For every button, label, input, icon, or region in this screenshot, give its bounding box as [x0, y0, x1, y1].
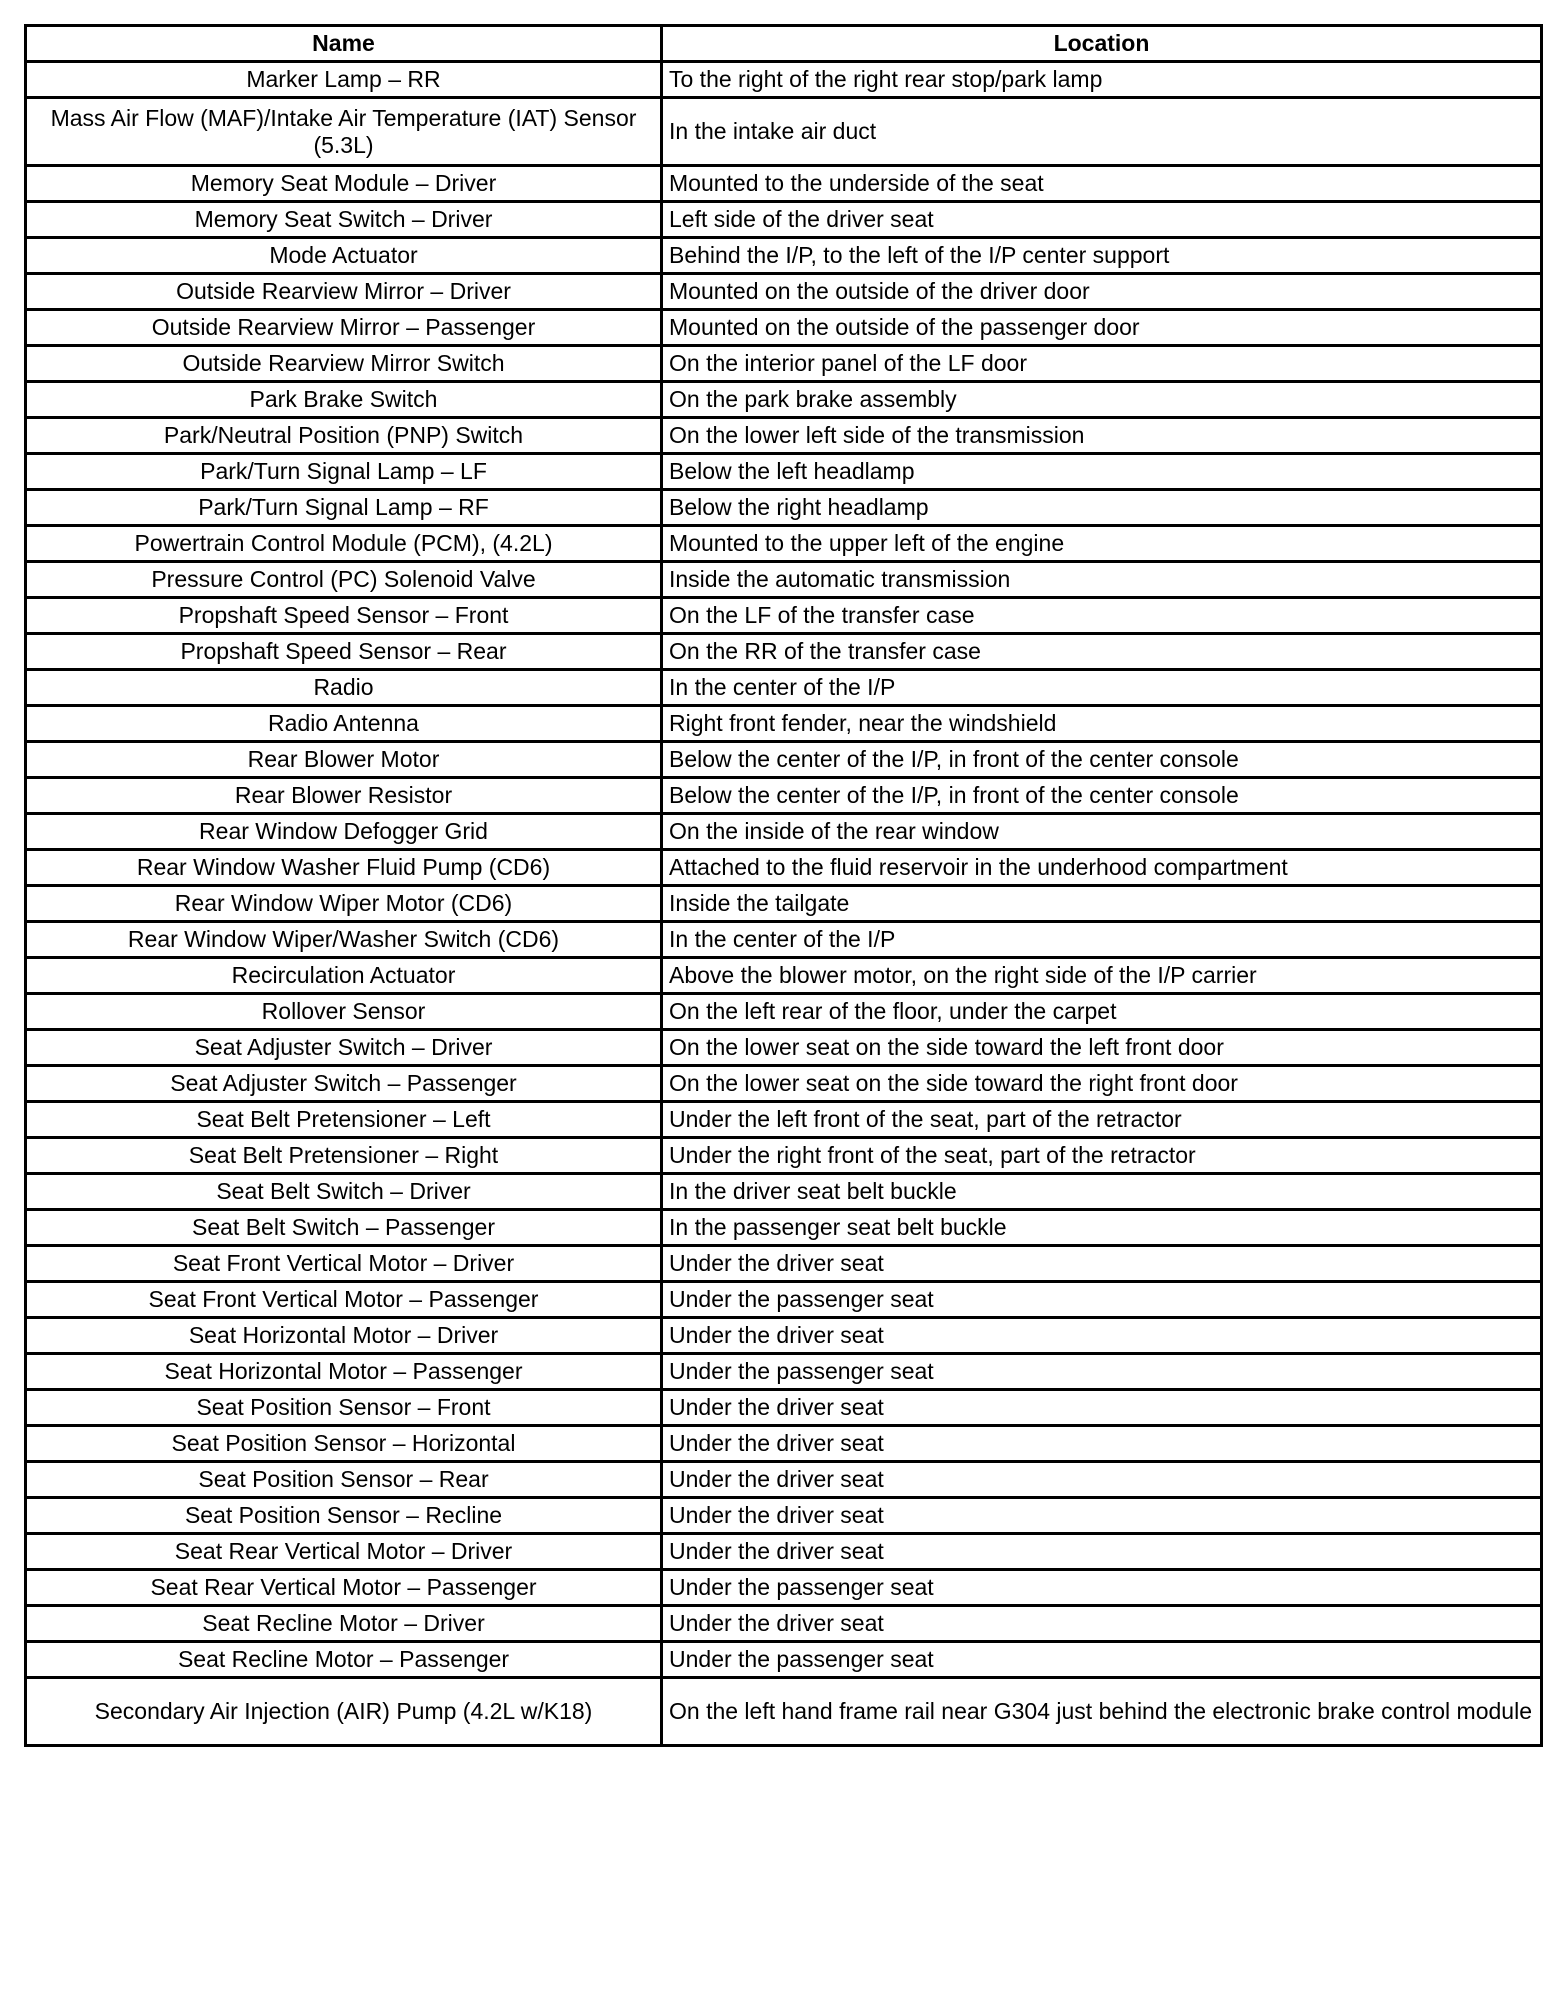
component-location-cell: Mounted to the underside of the seat [662, 166, 1542, 202]
component-name-cell: Seat Belt Pretensioner – Left [26, 1102, 662, 1138]
table-row [26, 598, 1542, 634]
component-location-cell: Right front fender, near the windshield [662, 706, 1542, 742]
component-name-cell: Seat Front Vertical Motor – Passenger [26, 1282, 662, 1318]
component-location-table [24, 24, 1543, 1747]
component-location-cell: On the lower seat on the side toward the right front door [662, 1066, 1542, 1102]
table-row [26, 1606, 1542, 1642]
component-location-cell: Under the driver seat [662, 1498, 1542, 1534]
table-row [26, 994, 1542, 1030]
table-row [26, 1282, 1542, 1318]
component-name-cell: Propshaft Speed Sensor – Front [26, 598, 662, 634]
component-location-cell: Below the center of the I/P, in front of the center console [662, 778, 1542, 814]
table-row [26, 310, 1542, 346]
component-location-cell: In the driver seat belt buckle [662, 1174, 1542, 1210]
component-location-cell: In the intake air duct [662, 98, 1542, 166]
component-location-cell: On the park brake assembly [662, 382, 1542, 418]
component-location-cell: Left side of the driver seat [662, 202, 1542, 238]
table-row [26, 922, 1542, 958]
table-body [26, 62, 1542, 1746]
component-name-cell: Seat Position Sensor – Recline [26, 1498, 662, 1534]
component-location-cell: On the left hand frame rail near G304 just behind the electronic brake control module [662, 1678, 1542, 1746]
table-row [26, 742, 1542, 778]
component-name-cell: Mass Air Flow (MAF)/Intake Air Temperature (IAT) Sensor (5.3L) [26, 98, 662, 166]
component-name-cell: Seat Front Vertical Motor – Driver [26, 1246, 662, 1282]
component-location-cell: On the RR of the transfer case [662, 634, 1542, 670]
name-column-header: Name [26, 26, 662, 62]
component-name-cell: Seat Position Sensor – Rear [26, 1462, 662, 1498]
component-name-cell: Outside Rearview Mirror Switch [26, 346, 662, 382]
component-name-cell: Seat Recline Motor – Driver [26, 1606, 662, 1642]
component-location-cell: Attached to the fluid reservoir in the underhood compartment [662, 850, 1542, 886]
component-location-cell: Inside the tailgate [662, 886, 1542, 922]
table-row [26, 1246, 1542, 1282]
component-name-cell: Rear Window Defogger Grid [26, 814, 662, 850]
component-location-sheet [24, 24, 1540, 1747]
component-location-cell: In the passenger seat belt buckle [662, 1210, 1542, 1246]
component-name-cell: Seat Rear Vertical Motor – Passenger [26, 1570, 662, 1606]
component-name-cell: Rollover Sensor [26, 994, 662, 1030]
component-location-cell: In the center of the I/P [662, 922, 1542, 958]
component-location-cell: Below the center of the I/P, in front of the center console [662, 742, 1542, 778]
component-location-cell: To the right of the right rear stop/park lamp [662, 62, 1542, 98]
component-name-cell: Rear Window Wiper/Washer Switch (CD6) [26, 922, 662, 958]
table-row [26, 958, 1542, 994]
table-row [26, 454, 1542, 490]
table-row [26, 382, 1542, 418]
component-name-cell: Park/Turn Signal Lamp – LF [26, 454, 662, 490]
table-row [26, 850, 1542, 886]
component-name-cell: Seat Recline Motor – Passenger [26, 1642, 662, 1678]
component-name-cell: Mode Actuator [26, 238, 662, 274]
component-location-cell: Under the driver seat [662, 1390, 1542, 1426]
component-location-cell: Mounted to the upper left of the engine [662, 526, 1542, 562]
table-row [26, 1390, 1542, 1426]
component-name-cell: Park Brake Switch [26, 382, 662, 418]
component-location-cell: On the lower seat on the side toward the left front door [662, 1030, 1542, 1066]
component-name-cell: Propshaft Speed Sensor – Rear [26, 634, 662, 670]
component-name-cell: Seat Belt Switch – Driver [26, 1174, 662, 1210]
component-name-cell: Radio Antenna [26, 706, 662, 742]
component-name-cell: Secondary Air Injection (AIR) Pump (4.2L w/K18) [26, 1678, 662, 1746]
table-row [26, 238, 1542, 274]
component-location-cell: Under the driver seat [662, 1534, 1542, 1570]
table-row [26, 490, 1542, 526]
table-row [26, 98, 1542, 166]
location-column-header: Location [662, 26, 1542, 62]
table-row [26, 202, 1542, 238]
table-row [26, 346, 1542, 382]
component-location-cell: Under the driver seat [662, 1426, 1542, 1462]
component-name-cell: Park/Turn Signal Lamp – RF [26, 490, 662, 526]
component-location-cell: On the LF of the transfer case [662, 598, 1542, 634]
component-location-cell: On the lower left side of the transmission [662, 418, 1542, 454]
component-location-cell: Under the right front of the seat, part of the retractor [662, 1138, 1542, 1174]
component-location-cell: Under the passenger seat [662, 1354, 1542, 1390]
component-location-cell: Below the right headlamp [662, 490, 1542, 526]
header-row [26, 26, 1542, 62]
component-location-cell: Mounted on the outside of the driver door [662, 274, 1542, 310]
table-row [26, 1498, 1542, 1534]
component-name-cell: Pressure Control (PC) Solenoid Valve [26, 562, 662, 598]
table-row [26, 670, 1542, 706]
component-location-cell: Under the left front of the seat, part of the retractor [662, 1102, 1542, 1138]
table-row [26, 1030, 1542, 1066]
component-name-cell: Seat Adjuster Switch – Passenger [26, 1066, 662, 1102]
component-location-cell: In the center of the I/P [662, 670, 1542, 706]
table-row [26, 62, 1542, 98]
table-row [26, 1462, 1542, 1498]
component-location-cell: Under the driver seat [662, 1246, 1542, 1282]
component-name-cell: Seat Horizontal Motor – Passenger [26, 1354, 662, 1390]
component-name-cell: Rear Blower Resistor [26, 778, 662, 814]
component-location-cell: Under the driver seat [662, 1318, 1542, 1354]
component-name-cell: Park/Neutral Position (PNP) Switch [26, 418, 662, 454]
component-location-cell: On the left rear of the floor, under the carpet [662, 994, 1542, 1030]
component-location-cell: On the interior panel of the LF door [662, 346, 1542, 382]
component-name-cell: Seat Horizontal Motor – Driver [26, 1318, 662, 1354]
table-row [26, 886, 1542, 922]
component-name-cell: Rear Blower Motor [26, 742, 662, 778]
table-row [26, 274, 1542, 310]
table-row [26, 1642, 1542, 1678]
table-row [26, 1426, 1542, 1462]
table-row [26, 1066, 1542, 1102]
component-location-cell: Behind the I/P, to the left of the I/P center support [662, 238, 1542, 274]
component-name-cell: Recirculation Actuator [26, 958, 662, 994]
component-location-cell: Inside the automatic transmission [662, 562, 1542, 598]
component-name-cell: Seat Belt Pretensioner – Right [26, 1138, 662, 1174]
component-name-cell: Radio [26, 670, 662, 706]
component-name-cell: Seat Rear Vertical Motor – Driver [26, 1534, 662, 1570]
table-row [26, 1102, 1542, 1138]
component-location-cell: Under the driver seat [662, 1462, 1542, 1498]
table-row [26, 706, 1542, 742]
table-row [26, 814, 1542, 850]
table-row [26, 1570, 1542, 1606]
component-name-cell: Marker Lamp – RR [26, 62, 662, 98]
component-name-cell: Rear Window Wiper Motor (CD6) [26, 886, 662, 922]
table-row [26, 526, 1542, 562]
component-location-cell: Below the left headlamp [662, 454, 1542, 490]
table-row [26, 418, 1542, 454]
component-name-cell: Outside Rearview Mirror – Passenger [26, 310, 662, 346]
table-row [26, 778, 1542, 814]
component-name-cell: Memory Seat Switch – Driver [26, 202, 662, 238]
component-name-cell: Seat Position Sensor – Horizontal [26, 1426, 662, 1462]
component-name-cell: Memory Seat Module – Driver [26, 166, 662, 202]
component-location-cell: Under the driver seat [662, 1606, 1542, 1642]
table-row [26, 1534, 1542, 1570]
table-row [26, 1678, 1542, 1746]
component-location-cell: Above the blower motor, on the right side of the I/P carrier [662, 958, 1542, 994]
table-row [26, 1210, 1542, 1246]
component-location-cell: On the inside of the rear window [662, 814, 1542, 850]
component-name-cell: Seat Adjuster Switch – Driver [26, 1030, 662, 1066]
component-location-cell: Under the passenger seat [662, 1570, 1542, 1606]
table-row [26, 562, 1542, 598]
table-row [26, 634, 1542, 670]
table-row [26, 1138, 1542, 1174]
component-location-cell: Mounted on the outside of the passenger door [662, 310, 1542, 346]
component-name-cell: Seat Position Sensor – Front [26, 1390, 662, 1426]
table-row [26, 1318, 1542, 1354]
component-name-cell: Rear Window Washer Fluid Pump (CD6) [26, 850, 662, 886]
component-name-cell: Outside Rearview Mirror – Driver [26, 274, 662, 310]
component-name-cell: Powertrain Control Module (PCM), (4.2L) [26, 526, 662, 562]
component-name-cell: Seat Belt Switch – Passenger [26, 1210, 662, 1246]
table-row [26, 1354, 1542, 1390]
component-location-cell: Under the passenger seat [662, 1642, 1542, 1678]
component-location-cell: Under the passenger seat [662, 1282, 1542, 1318]
table-row [26, 1174, 1542, 1210]
table-row [26, 166, 1542, 202]
